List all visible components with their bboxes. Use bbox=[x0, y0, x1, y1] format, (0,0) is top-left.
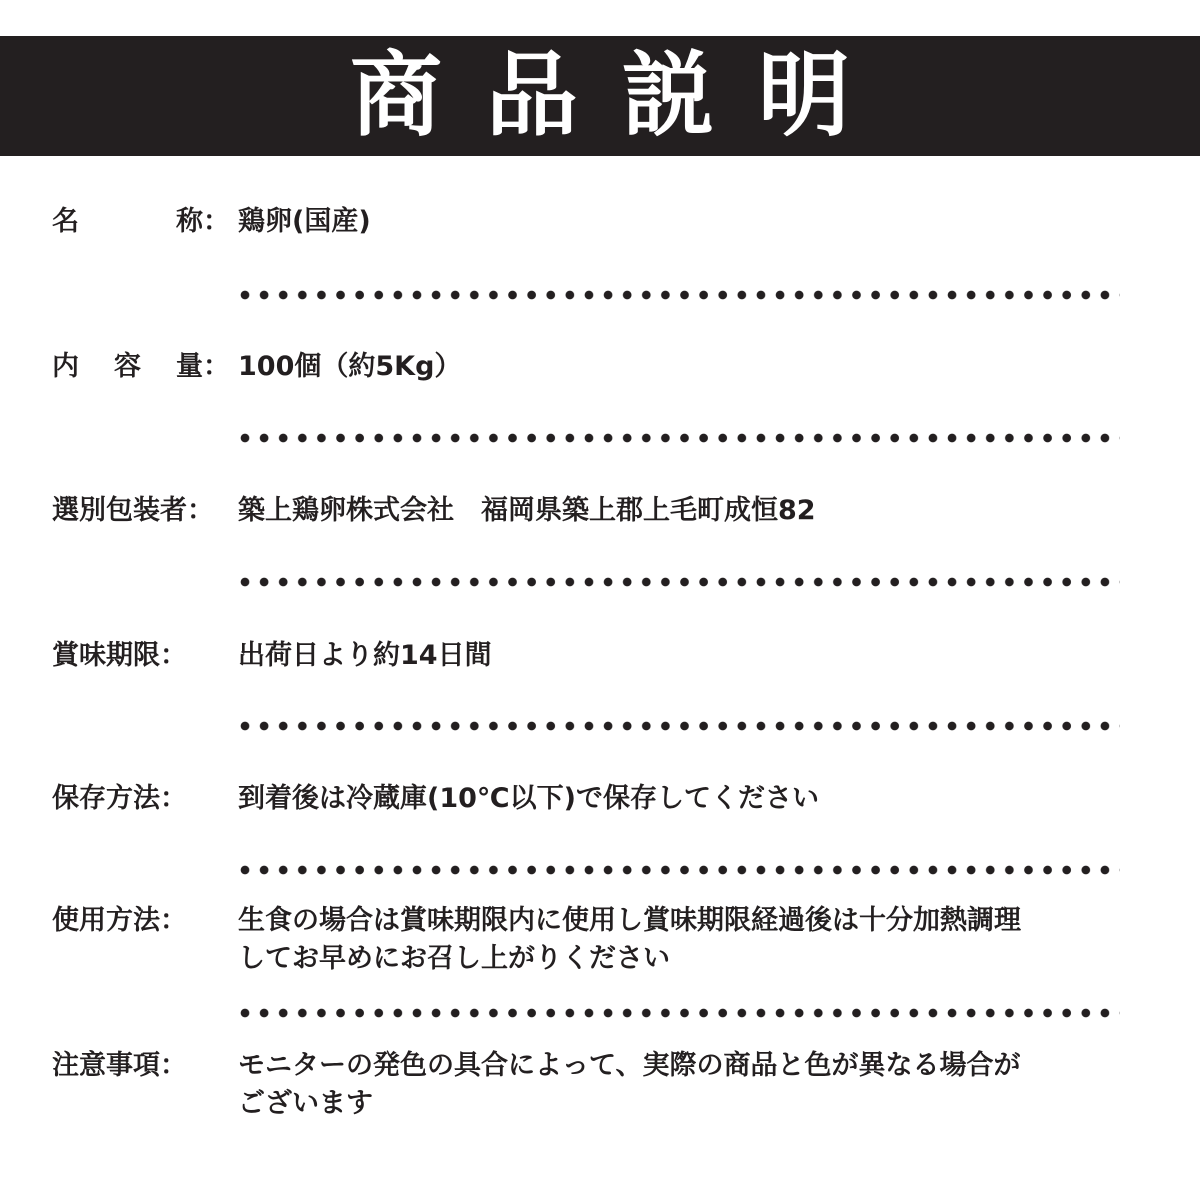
dotted-divider bbox=[240, 577, 1120, 587]
value-name: 鶏卵(国産) bbox=[238, 206, 371, 237]
label-contents bbox=[52, 351, 232, 383]
label-best-before: 賞味期限： bbox=[52, 640, 187, 671]
value-best-before: 出荷日より約14日間 bbox=[238, 640, 492, 671]
label-name-char: 名 bbox=[52, 206, 79, 237]
dotted-divider bbox=[240, 1008, 1120, 1018]
dotted-divider bbox=[240, 290, 1120, 300]
label-usage: 使用方法： bbox=[52, 905, 187, 936]
label-contents-char: 内 bbox=[52, 351, 79, 382]
label-name bbox=[52, 206, 232, 238]
label-storage: 保存方法： bbox=[52, 783, 187, 814]
dotted-divider bbox=[240, 721, 1120, 731]
value-packer: 築上鶏卵株式会社 福岡県築上郡上毛町成恒82 bbox=[238, 495, 816, 526]
value-notice bbox=[238, 1047, 1138, 1123]
header-banner bbox=[0, 36, 1200, 156]
page-title: 商品説明 bbox=[349, 42, 894, 149]
dotted-divider bbox=[240, 865, 1120, 875]
label-packer: 選別包装者： bbox=[52, 495, 214, 526]
value-notice-line: モニターの発色の具合によって、実際の商品と色が異なる場合が bbox=[238, 1050, 1021, 1081]
value-usage bbox=[238, 902, 1138, 978]
label-contents-char: 量： bbox=[176, 351, 230, 382]
value-usage-line: 生食の場合は賞味期限内に使用し賞味期限経過後は十分加熱調理 bbox=[238, 905, 1021, 936]
value-contents: 100個（約5Kg） bbox=[238, 351, 462, 382]
value-storage: 到着後は冷蔵庫(10℃以下)で保存してください bbox=[238, 783, 819, 814]
label-contents-char: 容 bbox=[114, 351, 141, 382]
value-notice-line: ございます bbox=[238, 1088, 373, 1119]
dotted-divider bbox=[240, 433, 1120, 443]
value-usage-line: してお早めにお召し上がりください bbox=[238, 943, 670, 974]
label-name-char: 称： bbox=[176, 206, 230, 237]
label-notice: 注意事項： bbox=[52, 1050, 187, 1081]
